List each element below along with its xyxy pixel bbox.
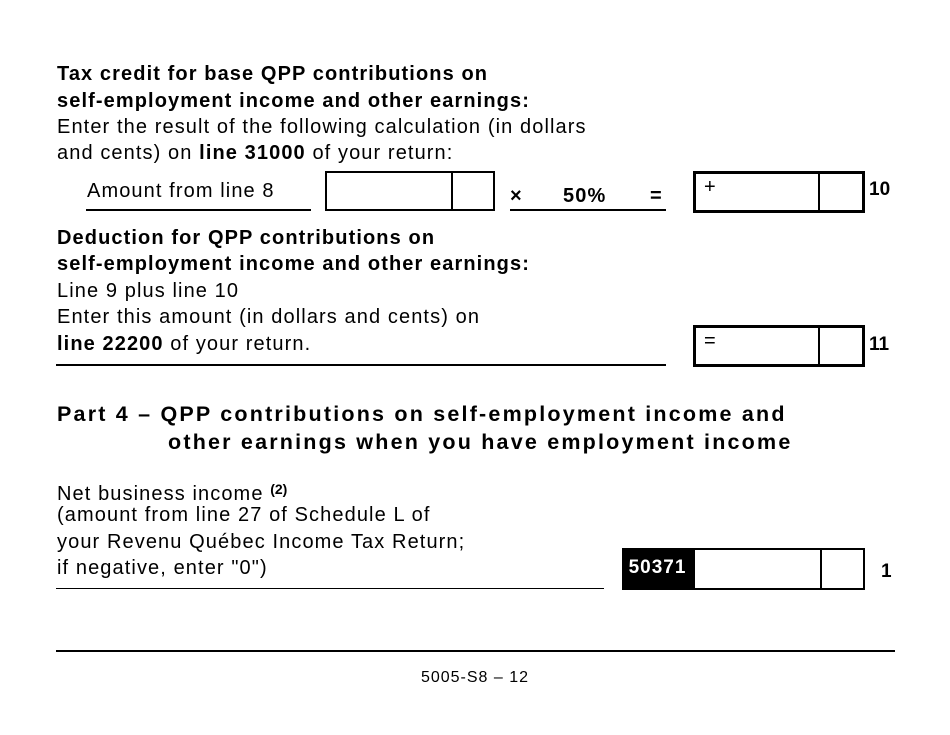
credit-title-line1: Tax credit for base QPP contributions on	[57, 63, 489, 85]
cents-divider	[451, 173, 453, 209]
net-income-line1: Net business income $^{(2)}$	[57, 481, 288, 505]
part4-title-line2: other earnings when you have employment income	[168, 430, 793, 454]
plus-prefix: +	[704, 176, 716, 198]
footnote-ref: (2)	[270, 481, 288, 497]
multiply-sign: ×	[510, 185, 523, 207]
credit-title-line2: self-employment income and other earnings:	[57, 90, 530, 112]
label-underline	[86, 209, 311, 211]
deduction-desc-line1: Line 9 plus line 10	[57, 280, 240, 302]
line-number-11: 11	[869, 334, 890, 355]
cents-divider	[820, 550, 822, 588]
footer-rule	[56, 650, 895, 652]
line-number-1: 1	[881, 561, 892, 582]
net-income-underline	[56, 588, 604, 589]
deduction-desc-line3: line 22200 of your return.	[57, 333, 312, 355]
deduction-underline	[56, 364, 666, 366]
part4-title-line1: Part 4 – QPP contributions on self-employment income and	[57, 402, 787, 426]
deduction-title-line2: self-employment income and other earnings:	[57, 253, 530, 275]
deduction-desc-line2: Enter this amount (in dollars and cents) on	[57, 306, 481, 328]
credit-desc-line2: and cents) on line 31000 of your return:	[57, 142, 454, 164]
net-business-income-input[interactable]	[693, 548, 865, 590]
rate-underline	[510, 209, 666, 211]
page-number: 5005-S8 – 12	[420, 669, 530, 686]
deduction-title-line1: Deduction for QPP contributions on	[57, 227, 436, 249]
net-income-line4: if negative, enter "0")	[57, 557, 268, 579]
line11-result-input[interactable]	[693, 325, 865, 367]
percent-rate: 50%	[563, 185, 607, 207]
credit-desc-line1: Enter the result of the following calculation (in dollars	[57, 116, 587, 138]
net-income-line3: your Revenu Québec Income Tax Return;	[57, 531, 466, 553]
equals-sign: =	[650, 185, 663, 207]
cents-divider	[818, 328, 820, 364]
cents-divider	[818, 174, 820, 210]
amount-line8-input[interactable]	[325, 171, 495, 211]
line-number-10: 10	[869, 179, 891, 200]
amount-from-line8-label: Amount from line 8	[87, 180, 275, 202]
line10-result-input[interactable]	[693, 171, 865, 213]
net-income-line2: (amount from line 27 of Schedule L of	[57, 504, 431, 526]
equals-prefix: =	[704, 330, 716, 352]
field-code-50371: 50371	[622, 548, 693, 590]
